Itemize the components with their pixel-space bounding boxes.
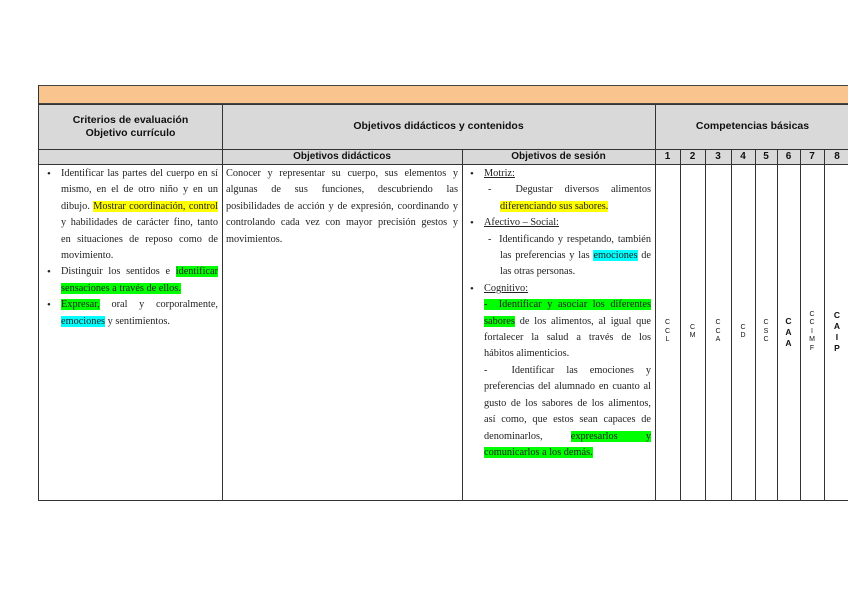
comp-number-6: 6	[777, 149, 800, 164]
competencia-3	[705, 164, 731, 500]
comp-letter: A	[785, 326, 792, 337]
afectivo-text: Identificando y respetando, también las preferencias y las	[499, 233, 651, 262]
comp-letter: C	[664, 319, 671, 327]
comp-letter: C	[715, 319, 721, 327]
cognitivo-title: Cognitivo:	[484, 282, 529, 294]
comp-letter: P	[834, 343, 840, 353]
comp-letter: F	[809, 344, 815, 352]
objectives-header-title: Objetivos didácticos y contenidos	[353, 120, 524, 132]
cognitivo-entry-1	[484, 297, 651, 363]
criterio-item-1	[61, 166, 218, 264]
comp-letter: C	[809, 319, 815, 327]
grid-line	[38, 500, 848, 501]
afectivo-title: Afectivo – Social:	[484, 217, 559, 229]
cognitivo-1-text: de los alimentos, al igual que fortalecer la salud a través de los hábitos alimenticios.	[484, 315, 651, 360]
criterio-1-text: Identificar las partes del cuerpo en sí mismo, en el de otro niño y en un dibujo.	[61, 168, 218, 212]
criteria-header	[39, 104, 222, 149]
comp-letter: M	[809, 336, 815, 344]
comp-letter: C	[763, 319, 769, 327]
sesion-item-cognitivo	[484, 281, 651, 297]
grid-line	[222, 104, 223, 501]
criterio-1-text-end: y habilidades de carácter fino, tanto en situaciones de reposo como de movimiento.	[61, 217, 218, 262]
comp-letter: M	[689, 332, 696, 339]
comp-letter: C	[809, 310, 815, 318]
competencia-1	[655, 164, 680, 500]
objetivos-didacticos-text: Conocer y representar su cuerpo, sus elementos y algunas de sus funciones, descubriendo las posibilidades de acción y de expresión, coordinando y controlando cada vez con mayor precisión gestos y movimientos.	[226, 168, 458, 245]
competencias-header-title: Competencias básicas	[695, 120, 810, 132]
criteria-header-line1: Criterios de evaluación	[72, 113, 189, 126]
comp-letter: I	[811, 327, 813, 335]
comp-number-5: 5	[755, 149, 777, 164]
afectivo-entry	[484, 232, 651, 281]
motriz-text: Degustar diversos alimentos	[515, 184, 651, 196]
cognitivo-2-text: Identificar las emociones y preferencias del alumnado en cuanto al gusto de los sabores de los alimentos, así como, que estos sean capaces de denominarlos,	[484, 364, 651, 442]
objectives-header	[222, 104, 655, 149]
competencia-6	[777, 164, 800, 500]
competencia-5	[755, 164, 777, 500]
competencia-2	[680, 164, 705, 500]
subheader-objetivos-sesion	[462, 149, 655, 164]
comp-number-3: 3	[705, 149, 731, 164]
subheader-objetivos-sesion-label: Objetivos de sesión	[511, 151, 606, 162]
dash: -	[484, 299, 488, 311]
comp-letter: C	[763, 336, 769, 344]
criteria-header-line2: Objetivo currículo	[85, 126, 176, 139]
comp-number-7: 7	[800, 149, 824, 164]
comp-letter: C	[785, 315, 792, 326]
comp-number-4: 4	[731, 149, 755, 164]
dash: -	[488, 184, 492, 196]
criterio-2-highlight: identificar sensaciones a través de ellos.	[61, 266, 219, 294]
subheader-objetivos-didacticos	[222, 149, 462, 164]
comp-letter: D	[740, 332, 746, 339]
cognitivo-entries	[484, 297, 651, 461]
criterio-3-highlight-expresar: Expresar,	[61, 299, 100, 311]
comp-letter: A	[715, 336, 721, 344]
motriz-highlight: diferenciando sus sabores.	[500, 200, 609, 212]
criterio-item-3	[61, 297, 218, 330]
cognitivo-2-highlight: expresarlos y comunicarlos a los demás.	[484, 430, 651, 458]
afectivo-text-end: de las otras personas.	[500, 250, 651, 278]
criterio-3-text: oral y corporalmente,	[111, 299, 219, 311]
grid-line	[38, 85, 39, 501]
competencia-4	[731, 164, 755, 500]
criteria-subheader-blank	[39, 149, 222, 164]
cognitivo-1-highlight: Identificar y asociar los diferentes sabores	[484, 299, 652, 327]
subheader-objetivos-didacticos-label: Objetivos didácticos	[293, 151, 391, 162]
comp-number-8: 8	[824, 149, 848, 164]
competencia-7	[800, 164, 824, 500]
grid-line	[38, 149, 848, 150]
comp-number-1: 1	[655, 149, 680, 164]
dash: -	[484, 364, 488, 376]
comp-letter: C	[740, 323, 746, 331]
comp-letter: C	[689, 323, 696, 331]
criterios-cell	[43, 166, 218, 330]
grid-line	[38, 104, 848, 105]
sesion-item-afectivo	[484, 215, 651, 281]
grid-line	[462, 149, 463, 501]
comp-letter: A	[833, 321, 841, 331]
objetivos-sesion-cell	[466, 166, 651, 461]
competencias-header	[655, 104, 848, 149]
motriz-entry	[484, 182, 651, 215]
afectivo-highlight: emociones	[593, 250, 638, 262]
comp-letter: S	[763, 327, 769, 335]
sesion-item-motriz	[484, 166, 651, 215]
objetivos-didacticos-cell	[226, 166, 458, 248]
criterio-item-2	[61, 264, 218, 297]
criterio-3-text-end: y sentimientos.	[107, 315, 170, 327]
dash: -	[488, 233, 492, 245]
orange-header-band	[38, 85, 848, 104]
criterio-2-text: Distinguir los sentidos e	[61, 266, 171, 278]
comp-letter: I	[835, 332, 839, 342]
comp-number-2: 2	[680, 149, 705, 164]
comp-letter: C	[833, 310, 841, 320]
criterio-3-highlight-emociones: emociones	[61, 315, 106, 327]
comp-letter: C	[715, 327, 721, 335]
cognitivo-entry-2	[484, 363, 651, 461]
comp-letter: C	[664, 327, 671, 335]
comp-letter: A	[785, 337, 792, 348]
motriz-title: Motriz:	[484, 168, 515, 179]
comp-letter: L	[665, 336, 670, 344]
competencia-8	[824, 164, 848, 500]
criterio-1-highlight: Mostrar coordinación, control	[93, 200, 218, 212]
